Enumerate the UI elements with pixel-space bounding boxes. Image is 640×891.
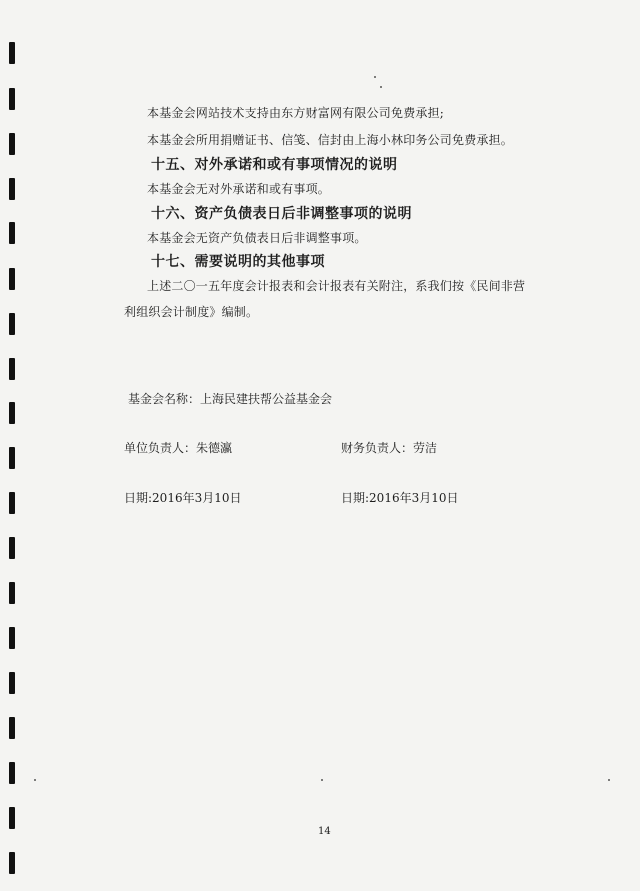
scan-speck (608, 779, 610, 781)
date-left: 日期:2016年3月10日 (124, 491, 242, 505)
paragraph-printing-support: 本基金会所用捐赠证书、信笺、信封由上海小林印务公司免费承担。 (147, 133, 514, 147)
binding-hole (9, 88, 15, 110)
binding-hole (9, 358, 15, 380)
binding-hole (9, 807, 15, 829)
binding-hole (9, 178, 15, 200)
heading-section-15: 十五、对外承诺和或有事项情况的说明 (151, 157, 398, 173)
binding-hole (9, 268, 15, 290)
binding-hole (9, 402, 15, 424)
page-number: 14 (318, 826, 331, 837)
binding-hole (9, 582, 15, 604)
date-right: 日期:2016年3月10日 (341, 491, 459, 505)
foundation-name: 基金会名称：上海民建扶帮公益基金会 (128, 392, 333, 406)
paragraph-basis-line2: 利组织会计制度》编制。 (124, 305, 259, 319)
binding-hole (9, 717, 15, 739)
binding-hole (9, 627, 15, 649)
scan-speck (374, 76, 376, 78)
finance-head: 财务负责人：劳洁 (341, 441, 438, 455)
unit-head: 单位负责人：朱德瀛 (124, 441, 233, 455)
binding-hole (9, 42, 15, 64)
binding-hole (9, 492, 15, 514)
binding-hole (9, 537, 15, 559)
heading-section-17: 十七、需要说明的其他事项 (151, 254, 325, 270)
binding-holes (9, 0, 17, 891)
paragraph-no-subsequent-events: 本基金会无资产负债表日后非调整事项。 (147, 231, 367, 245)
binding-hole (9, 762, 15, 784)
paragraph-website-support: 本基金会网站技术支持由东方财富网有限公司免费承担; (147, 106, 445, 120)
heading-section-16: 十六、资产负债表日后非调整事项的说明 (151, 206, 412, 222)
paragraph-no-commitments: 本基金会无对外承诺和或有事项。 (147, 182, 331, 196)
binding-hole (9, 133, 15, 155)
scan-speck (34, 779, 36, 781)
paragraph-basis-line1: 上述二〇一五年度会计报表和会计报表有关附注，系我们按《民间非营 (147, 279, 526, 293)
binding-hole (9, 222, 15, 244)
scan-speck (380, 86, 382, 88)
scan-speck (321, 779, 323, 781)
binding-hole (9, 672, 15, 694)
binding-hole (9, 447, 15, 469)
binding-hole (9, 852, 15, 874)
binding-hole (9, 313, 15, 335)
